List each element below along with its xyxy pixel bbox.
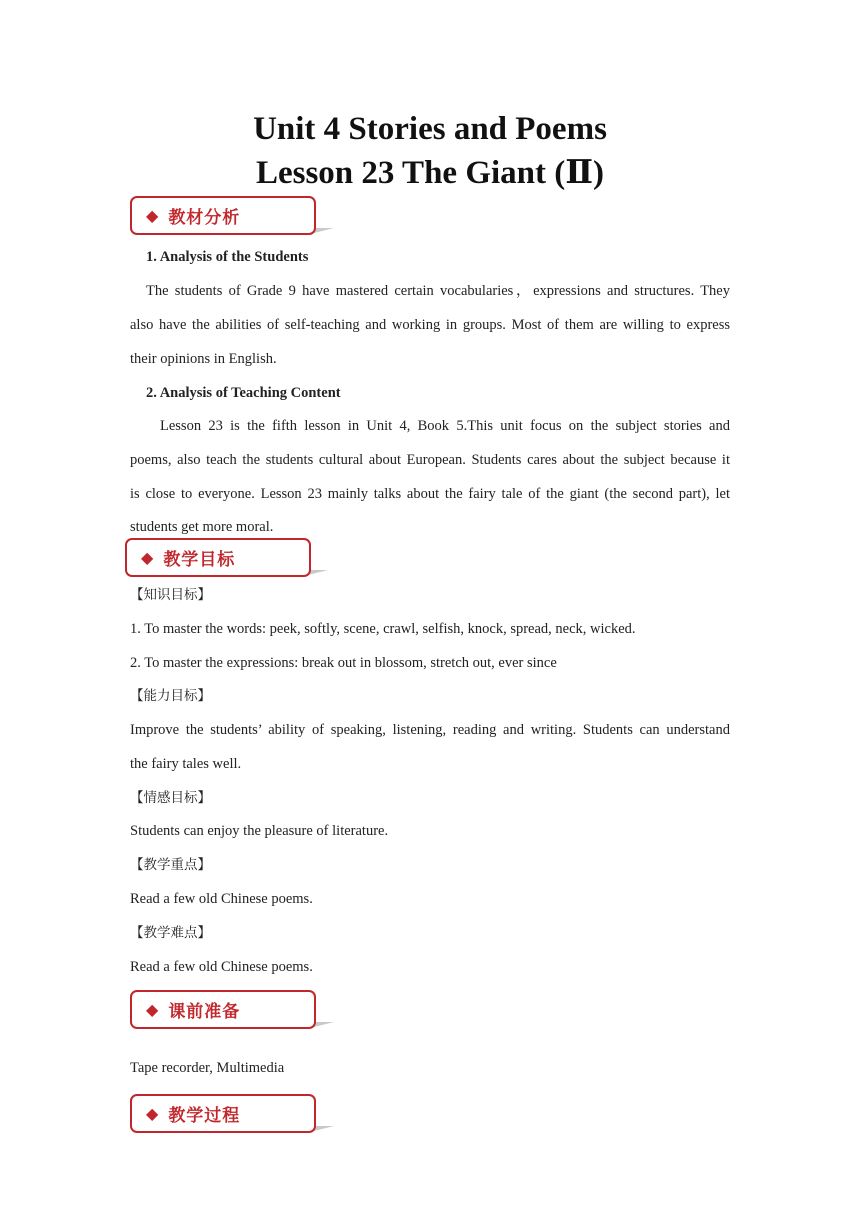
content-text-line-2: poems, also teach the students cultural about European. Students cares about the subject because it: [130, 452, 730, 468]
students-text-line-2: also have the abilities of self-teaching and working in groups. Most of them are willing to express: [130, 317, 730, 333]
content-text-line-4: students get more moral.: [130, 519, 274, 535]
diamond-icon: ◆: [141, 548, 154, 567]
key-point-text: Read a few old Chinese poems.: [130, 891, 313, 907]
ability-text-line-1: Improve the students’ ability of speaking, listening, reading and writing. Students can understand: [130, 722, 730, 738]
difficult-point-text: Read a few old Chinese poems.: [130, 959, 313, 975]
section-header-preparation: [130, 990, 316, 1029]
students-text-line-3: their opinions in English.: [130, 351, 277, 367]
diamond-icon: ◆: [146, 206, 159, 225]
content-text-line-1: Lesson 23 is the fifth lesson in Unit 4, Book 5.This unit focus on the subject stories and: [160, 418, 730, 434]
key-point-label: 【教学重点】: [130, 857, 211, 873]
emotion-label: 【情感目标】: [130, 790, 211, 806]
ability-label: 【能力目标】: [130, 688, 211, 704]
section-header-materials: [130, 196, 316, 235]
content-heading: 2. Analysis of Teaching Content: [146, 385, 341, 401]
preparation-text: Tape recorder, Multimedia: [130, 1060, 285, 1076]
section-header-label: 课前准备: [168, 1002, 241, 1022]
page-title-unit: Unit 4 Stories and Poems: [253, 111, 607, 147]
difficult-point-label: 【教学难点】: [130, 925, 211, 941]
section-header-label: 教材分析: [168, 208, 241, 228]
students-text-line-1: The students of Grade 9 have mastered certain vocabularies，expressions and structures. They: [146, 283, 730, 299]
ability-text-line-2: the fairy tales well.: [130, 756, 242, 772]
diamond-icon: ◆: [146, 1000, 159, 1019]
content-text-line-3: is close to everyone. Lesson 23 mainly talks about the fairy tale of the giant (the second part), let: [130, 486, 730, 502]
students-heading: 1. Analysis of the Students: [146, 249, 309, 265]
page-title-lesson: Lesson 23 The Giant (Ⅱ): [255, 155, 605, 191]
section-header-label: 教学过程: [168, 1106, 241, 1126]
section-header-process: [130, 1094, 316, 1133]
knowledge-item-1: 1. To master the words: peek, softly, scene, crawl, selfish, knock, spread, neck, wicked.: [130, 621, 636, 637]
section-header-objectives: [125, 538, 311, 577]
section-header-label: 教学目标: [163, 550, 236, 570]
emotion-text: Students can enjoy the pleasure of literature.: [130, 823, 389, 839]
knowledge-item-2: 2. To master the expressions: break out in blossom, stretch out, ever since: [130, 655, 557, 671]
knowledge-label: 【知识目标】: [130, 587, 211, 603]
diamond-icon: ◆: [146, 1104, 159, 1123]
